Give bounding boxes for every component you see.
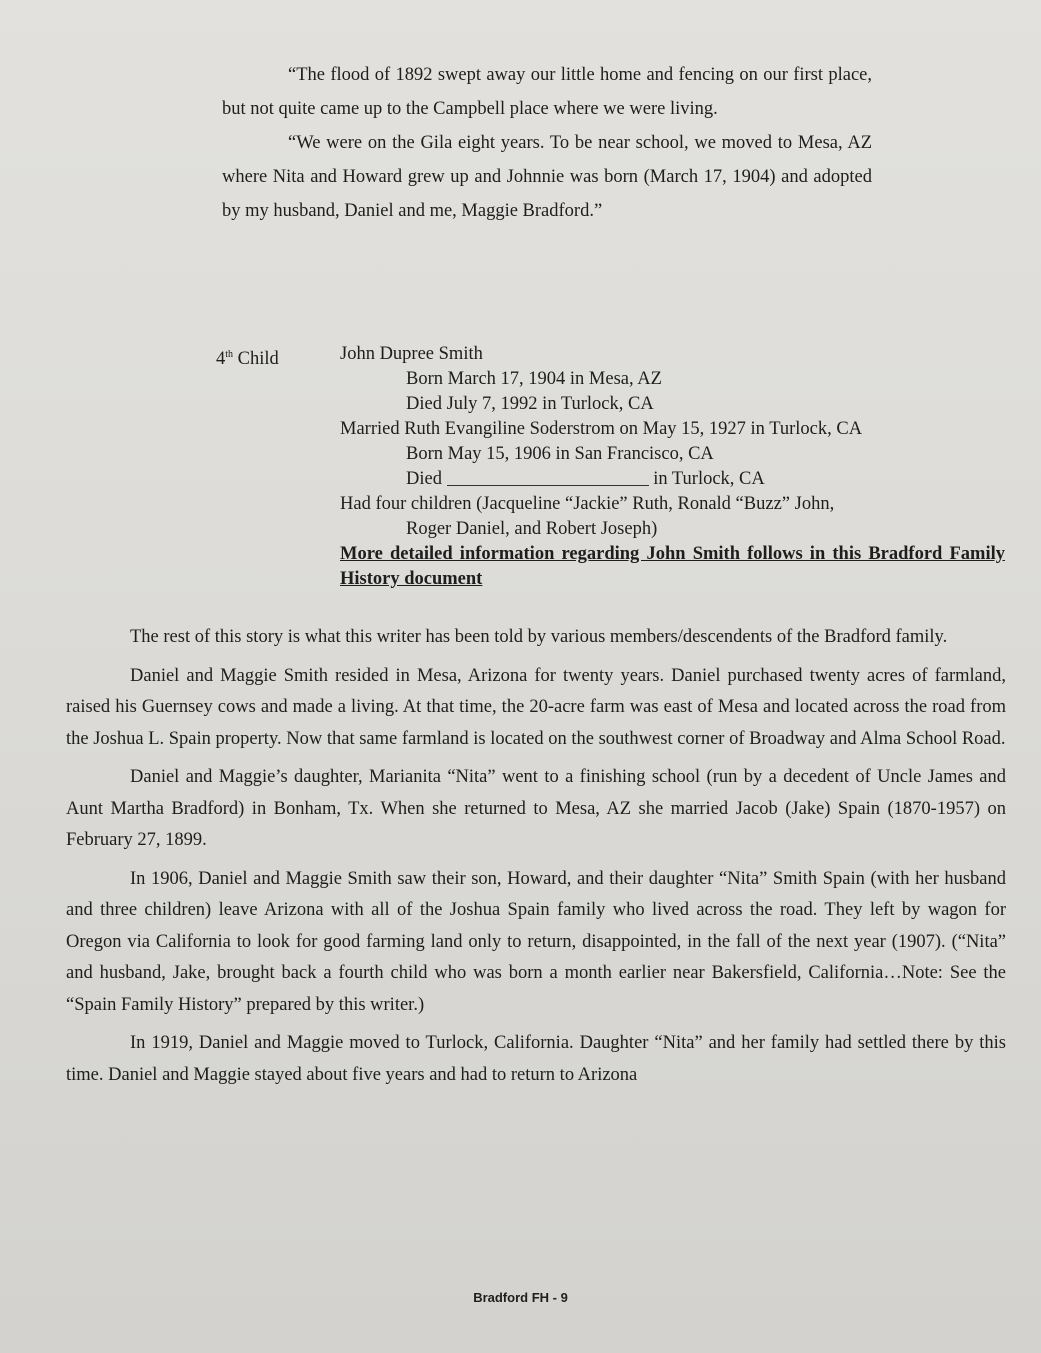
spouse-died: Died in Turlock, CA: [406, 469, 765, 489]
child-married: Married Ruth Evangiline Soderstrom on May 15, 1927 in Turlock, CA: [340, 419, 863, 439]
blank-line: [447, 467, 649, 486]
child-born: Born March 17, 1904 in Mesa, AZ: [406, 369, 662, 389]
quote-paragraph-1: “The flood of 1892 swept away our little home and fencing on our first place, but not quite came up to the Campbell place where we were living.: [222, 65, 872, 119]
story-paragraph: Daniel and Maggie’s daughter, Marianita “Nita” went to a finishing school (run by a decedent of Uncle James and Aunt Martha Bradford) in Bonham, Tx. When she returned to Mesa, AZ she married Jacob (Jake) Spain (1870-1957) on February 27, 1899.: [66, 767, 1006, 850]
story-paragraph: In 1919, Daniel and Maggie moved to Turlock, California. Daughter “Nita” and her family had settled there by this time. Daniel and Maggie stayed about five years and had to return to Arizona: [66, 1033, 1006, 1085]
spouse-born: Born May 15, 1906 in San Francisco, CA: [406, 444, 714, 464]
quote-block: [222, 58, 872, 228]
story-block: [66, 622, 1006, 1091]
story-paragraph: Daniel and Maggie Smith resided in Mesa, Arizona for twenty years. Daniel purchased twenty acres of farmland, raised his Guernsey cows and made a living. At that time, the 20-acre farm was east of Mesa and located across the road from the Joshua L. Spain property. Now that same farmland is located on the southwest corner of Broadway and Alma School Road.: [66, 665, 1006, 749]
story-paragraph: In 1906, Daniel and Maggie Smith saw their son, Howard, and their daughter “Nita” Smith Spain (with her husband and three children) leave Arizona with all of the Joshua Spain family who lived across the road. They left by wagon for Oregon via California to look for good farming land only to return, disappointed, in the fall of the next year (1907). (“Nita” and husband, Jake, brought back a fourth child who was born a month earlier near Bakersfield, California…Note: See the “Spain Family History” prepared by this writer.): [66, 868, 1006, 1015]
story-paragraph: The rest of this story is what this writer has been told by various members/descendents of the Bradford family.: [130, 627, 948, 647]
children-line-1: Had four children (Jacqueline “Jackie” Ruth, Ronald “Buzz” John,: [340, 494, 835, 514]
child-label: 4th Child: [216, 349, 279, 369]
quote-paragraph-2: “We were on the Gila eight years. To be near school, we moved to Mesa, AZ where Nita and Howard grew up and Johnnie was born (March 17, 1904) and adopted by my husband, Daniel and me, Maggie Bradford.”: [222, 133, 872, 221]
child-details: [340, 342, 1005, 592]
child-died: Died July 7, 1992 in Turlock, CA: [406, 394, 654, 414]
page-footer: Bradford FH - 9: [473, 1290, 568, 1305]
more-info-note: More detailed information regarding John Smith follows in this Bradford Family History document: [340, 544, 1005, 589]
child-name: John Dupree Smith: [340, 344, 483, 364]
children-line-2: Roger Daniel, and Robert Joseph): [406, 519, 658, 539]
